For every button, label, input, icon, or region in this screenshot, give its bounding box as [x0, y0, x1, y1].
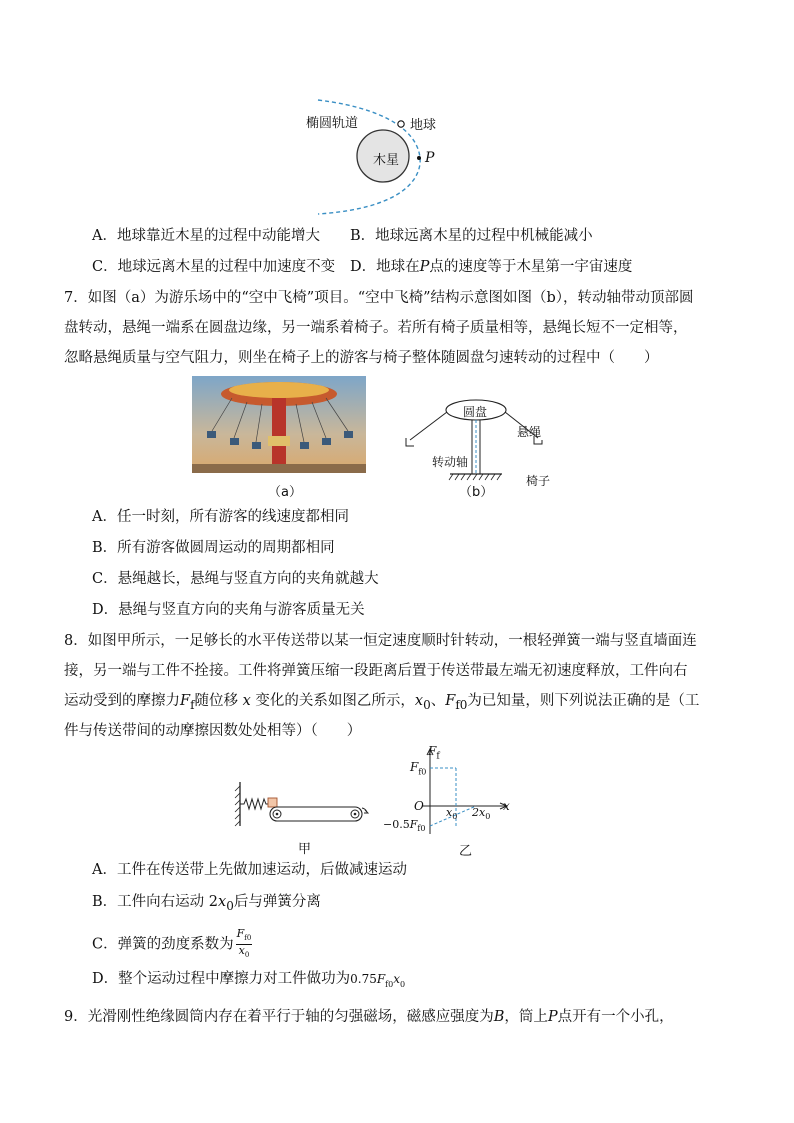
q7-option-b: B．所有游客做圆周运动的周期都相同	[92, 540, 335, 556]
q8-option-d: D．整个运动过程中摩擦力对工件做功为$0.75F_{f0}x_0$	[92, 971, 406, 989]
fig-jia-label: 甲	[298, 842, 312, 857]
rope-label: 悬绳	[517, 425, 542, 439]
workpiece	[268, 798, 277, 807]
orbit-label: 椭圆轨道	[306, 116, 359, 131]
q8-stem-line-2: 接，另一端与工件不拴接。工件将弹簧压缩一段距离后置于传送带最左端无初速度释放，工件向右	[64, 663, 688, 679]
fig-a-caption: （a）	[268, 485, 302, 500]
conveyor-figure	[234, 780, 374, 830]
q6-option-d: D．地球在P点的速度等于木星第一宇宙速度	[350, 259, 633, 275]
q7-option-d: D．悬绳与竖直方向的夹角与游客质量无关	[92, 602, 365, 618]
stiffness-fraction: $\frac{F_{f0}}{x_0}$	[236, 927, 252, 960]
chair-label: 椅子	[526, 474, 551, 488]
point-p-label: P	[425, 150, 435, 166]
graph-tick-x0: $x_0$	[446, 806, 458, 822]
graph-x-axis-label: x	[503, 799, 510, 813]
left-chair	[406, 438, 414, 446]
graph-y-top-label: $F_{f0}$	[410, 760, 427, 777]
spring	[240, 799, 268, 809]
fig-b-caption: （b）	[459, 485, 494, 500]
axis-label: 转动轴	[432, 455, 469, 469]
jupiter-label: 木星	[373, 153, 400, 168]
q7-stem-line-3: 忽略悬绳质量与空气阻力，则坐在椅子上的游客与椅子整体随圆盘匀速转动的过程中（ ）	[64, 350, 659, 366]
q9-stem-line-1: 9．光滑刚性绝缘圆筒内存在着平行于轴的匀强磁场，磁感应强度为B，筒上P点开有一个小孔，	[64, 1009, 674, 1025]
q7-option-a: A．任一时刻，所有游客的线速度都相同	[92, 509, 349, 525]
point-p-marker	[417, 156, 421, 160]
q6-option-a: A．地球靠近木星的过程中动能增大	[92, 228, 320, 244]
q6-option-b: B．地球远离木星的过程中机械能减小	[350, 228, 593, 244]
q8-option-a: A．工件在传送带上先做加速运动，后做减速运动	[92, 862, 407, 878]
q8-stem-line-1: 8．如图甲所示，一足够长的水平传送带以某一恒定速度顺时针转动，一根轻弹簧一端与竖直墙面连	[64, 633, 697, 649]
graph-y-bottom-label: $-0.5F_{f0}$	[383, 818, 426, 834]
q8-option-c: C．弹簧的劲度系数为 $\frac{F_{f0}}{x_0}$	[92, 927, 252, 960]
q7-stem-line-2: 盘转动，悬绳一端系在圆盘边缘，另一端系着椅子。若所有椅子质量相等，悬绳长短不一定相等，	[64, 320, 688, 336]
q7-option-c: C．悬绳越长，悬绳与竖直方向的夹角就越大	[92, 571, 379, 587]
swing-ride-photo	[192, 376, 366, 473]
earth-label: 地球	[410, 118, 437, 133]
graph-origin-label: O	[414, 799, 424, 813]
conveyor-belt	[270, 807, 362, 821]
earth-marker	[398, 121, 404, 127]
q8-stem-line-4: 件与传送带间的动摩擦因数处处相等）（ ）	[64, 723, 362, 739]
fig-yi-label: 乙	[459, 844, 473, 859]
graph-y-axis-label: $F_f$	[428, 744, 440, 762]
disk-label: 圆盘	[463, 405, 488, 419]
q7-stem-line-1: 7．如图（a）为游乐场中的“空中飞椅”项目。“空中飞椅”结构示意图如图（b），转动轴带动顶部圆	[64, 290, 694, 306]
left-rope	[410, 412, 447, 440]
q8-stem-line-3: 运动受到的摩擦力$F_f$随位移 x 变化的关系如图乙所示，$x_0$、$F_{f0}$为已知量，则下列说法正确的是（工	[64, 693, 700, 712]
q8-option-b: B．工件向右运动 $2x_0$后与弹簧分离	[92, 894, 321, 913]
q6-option-c: C．地球远离木星的过程中加速度不变	[92, 259, 336, 275]
graph-tick-2x0: $2x_0$	[472, 806, 491, 822]
